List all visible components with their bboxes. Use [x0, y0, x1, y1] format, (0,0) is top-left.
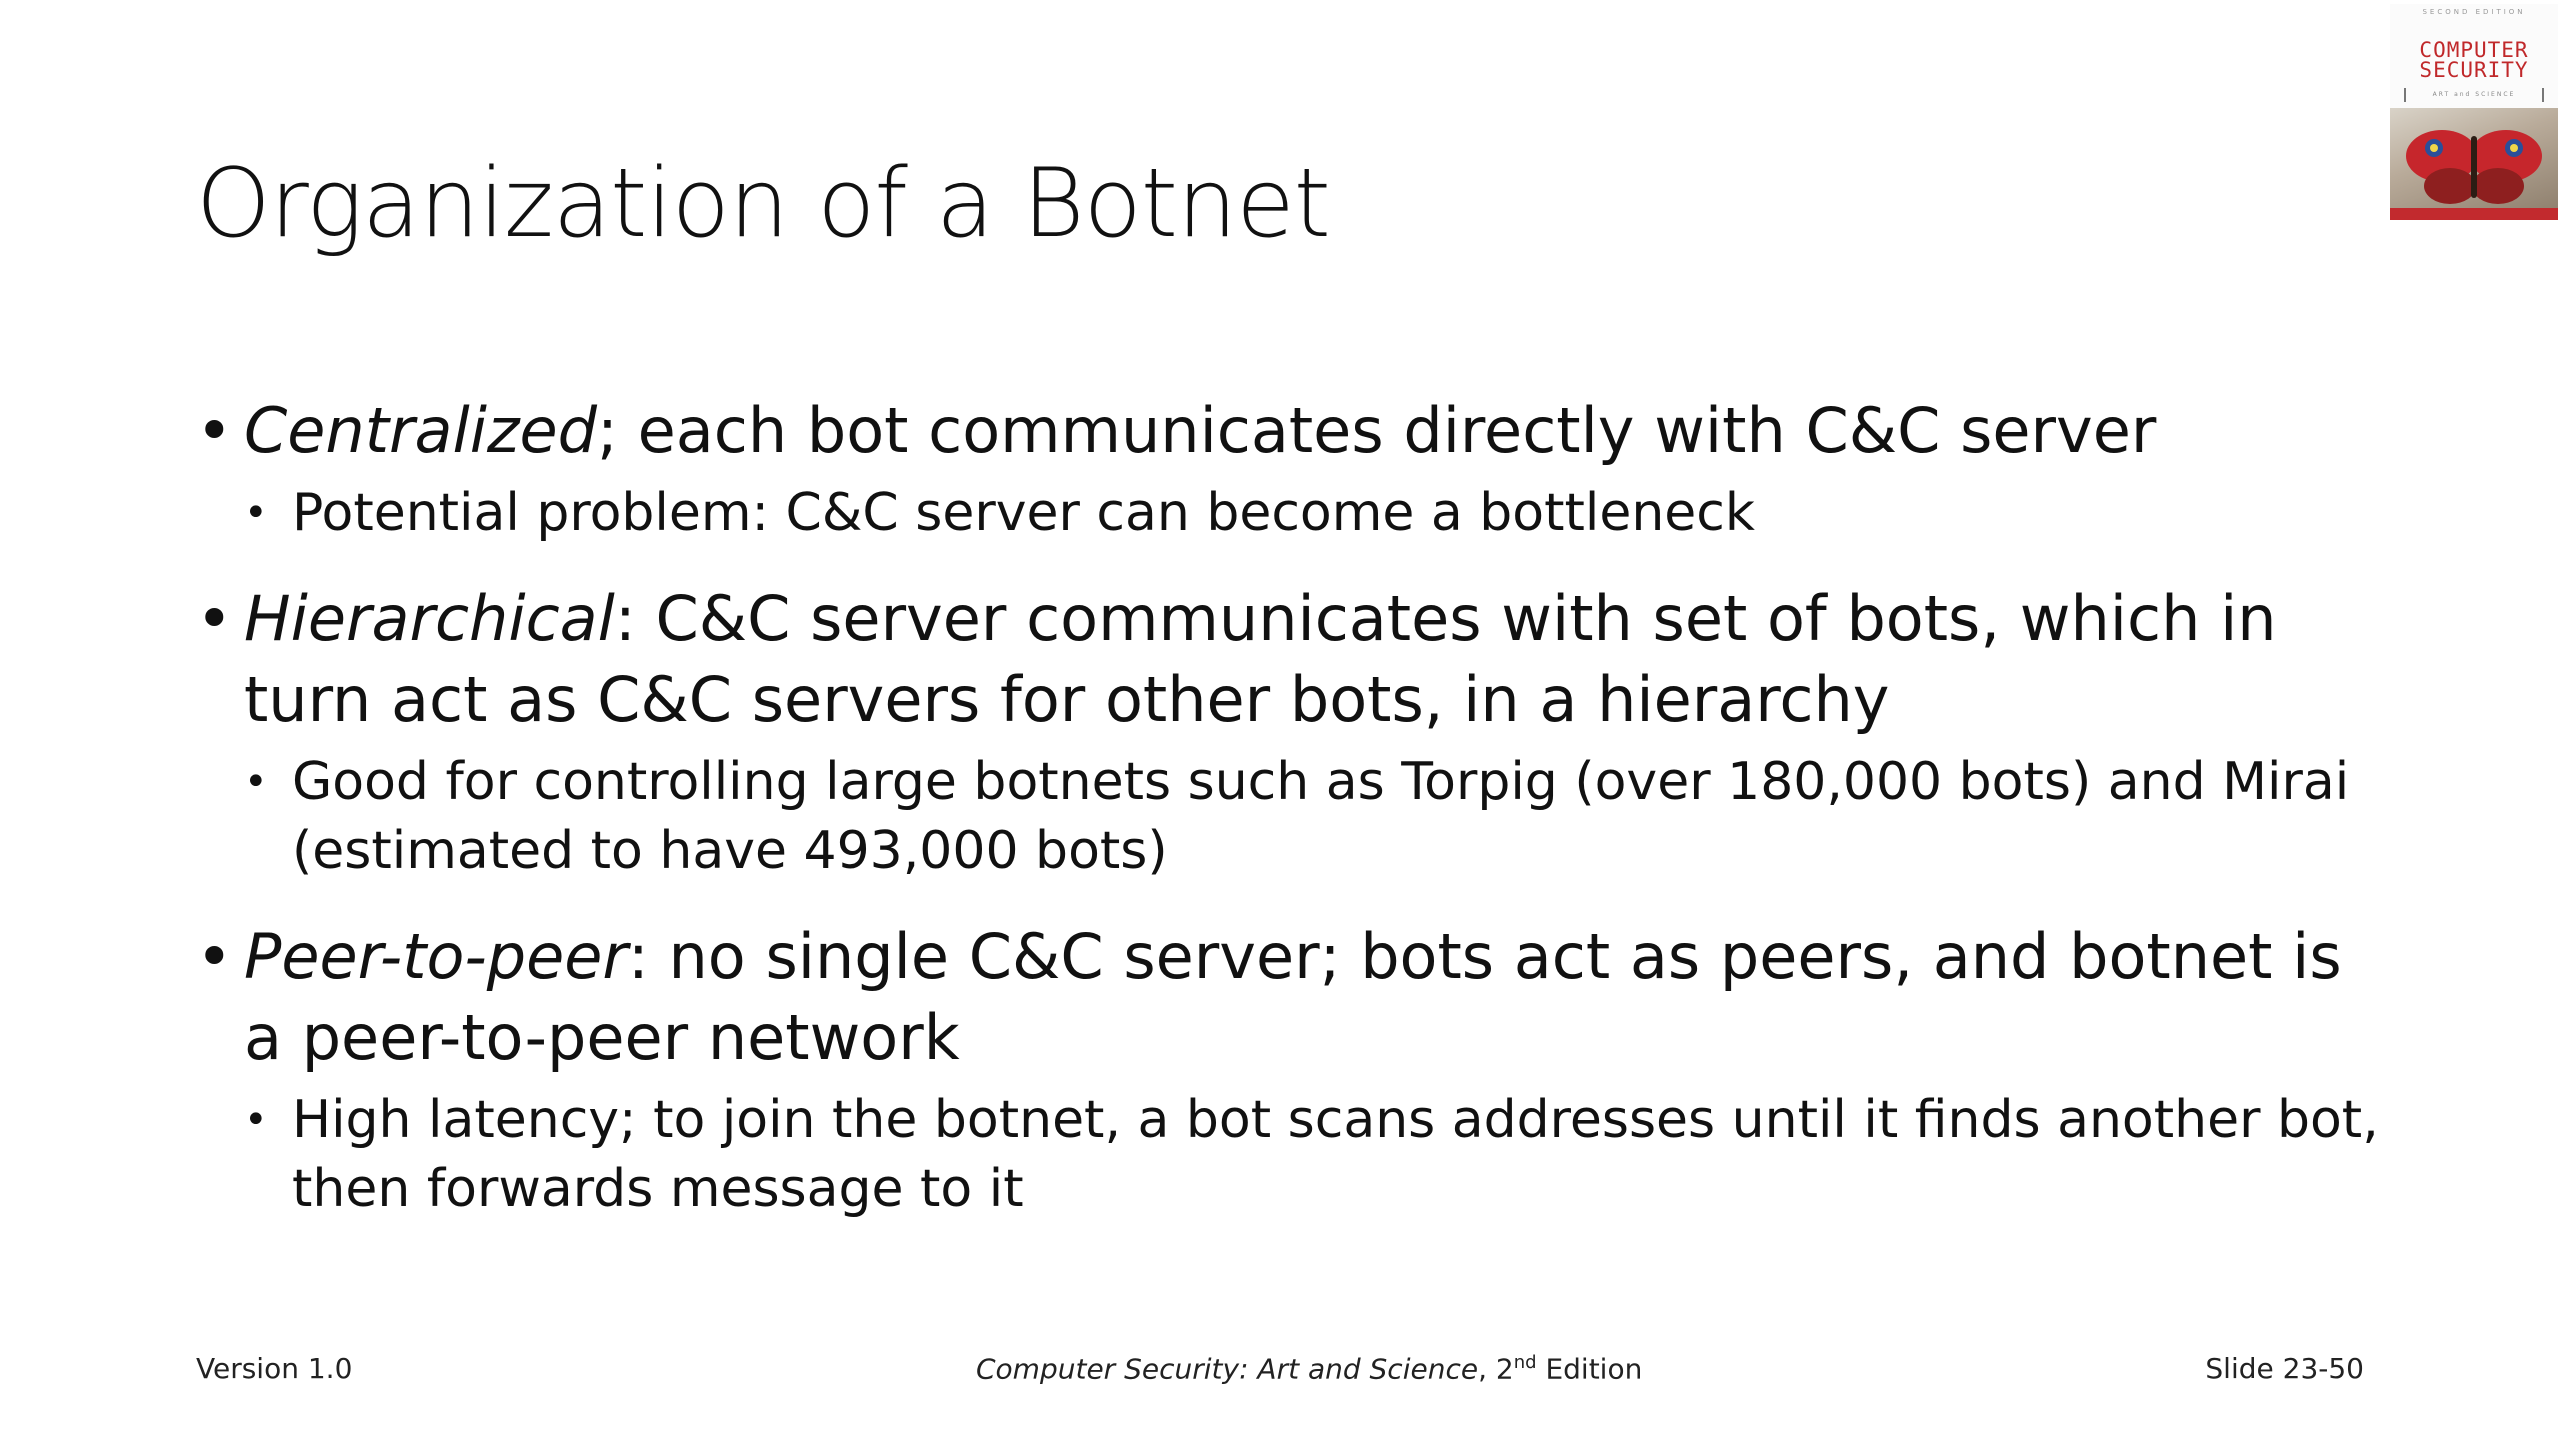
bullet-centralized [196, 390, 2396, 471]
sub-bullet: • Good for controlling large botnets such as Torpig (over 180,000 bots) and Mirai (estimated to have 493,000 bots) [196, 748, 2396, 886]
edition-number: 2 [1495, 1352, 1514, 1386]
bullet-text: : no single C&C server; bots act as peers, and botnet is a peer-to-peer network [244, 920, 2342, 1074]
bullet-text: : C&C server communicates with set of bots, which in turn act as C&C servers for other bots, in a hierarchy [244, 582, 2277, 736]
citation-separator: , [1478, 1352, 1496, 1386]
sub-bullet-list [196, 1086, 2396, 1224]
edition-suffix: nd [1513, 1352, 1537, 1373]
bullet-peer-to-peer [196, 916, 2396, 1078]
footer-version: Version 1.0 [196, 1352, 353, 1385]
footer-slide-number: Slide 23-50 [2205, 1352, 2364, 1385]
bullet-text: ; each bot communicates directly with C&C server [597, 394, 2157, 467]
edition-word: Edition [1536, 1352, 1643, 1386]
book-title: Computer Security: Art and Science [976, 1352, 1479, 1386]
bullet-term: Hierarchical [244, 582, 615, 655]
sub-bullet: • Potential problem: C&C server can become a bottleneck [196, 479, 2396, 548]
bullet-list [196, 390, 2396, 1254]
cover-photo [2390, 108, 2558, 220]
footer-book-citation [976, 1352, 1642, 1385]
cover-edition: SECOND EDITION [2422, 8, 2526, 16]
bullet-term: Peer-to-peer [244, 920, 628, 993]
sub-bullet-list [196, 479, 2396, 548]
cover-title [2390, 40, 2558, 80]
sub-bullet-list [196, 748, 2396, 886]
slide-title: Organization of a Botnet [196, 149, 1330, 259]
cover-title-line: COMPUTER [2419, 38, 2529, 62]
sub-bullet: • High latency; to join the botnet, a bot scans addresses until it finds another bot, then forwards message to it [196, 1086, 2396, 1224]
butterfly-icon [2390, 108, 2558, 220]
bullet-hierarchical [196, 578, 2396, 740]
cover-subtitle: ART and SCIENCE [2404, 88, 2544, 102]
bullet-term: Centralized [244, 394, 598, 467]
book-cover-thumbnail [2390, 4, 2558, 220]
cover-title-line: SECURITY [2419, 58, 2529, 82]
